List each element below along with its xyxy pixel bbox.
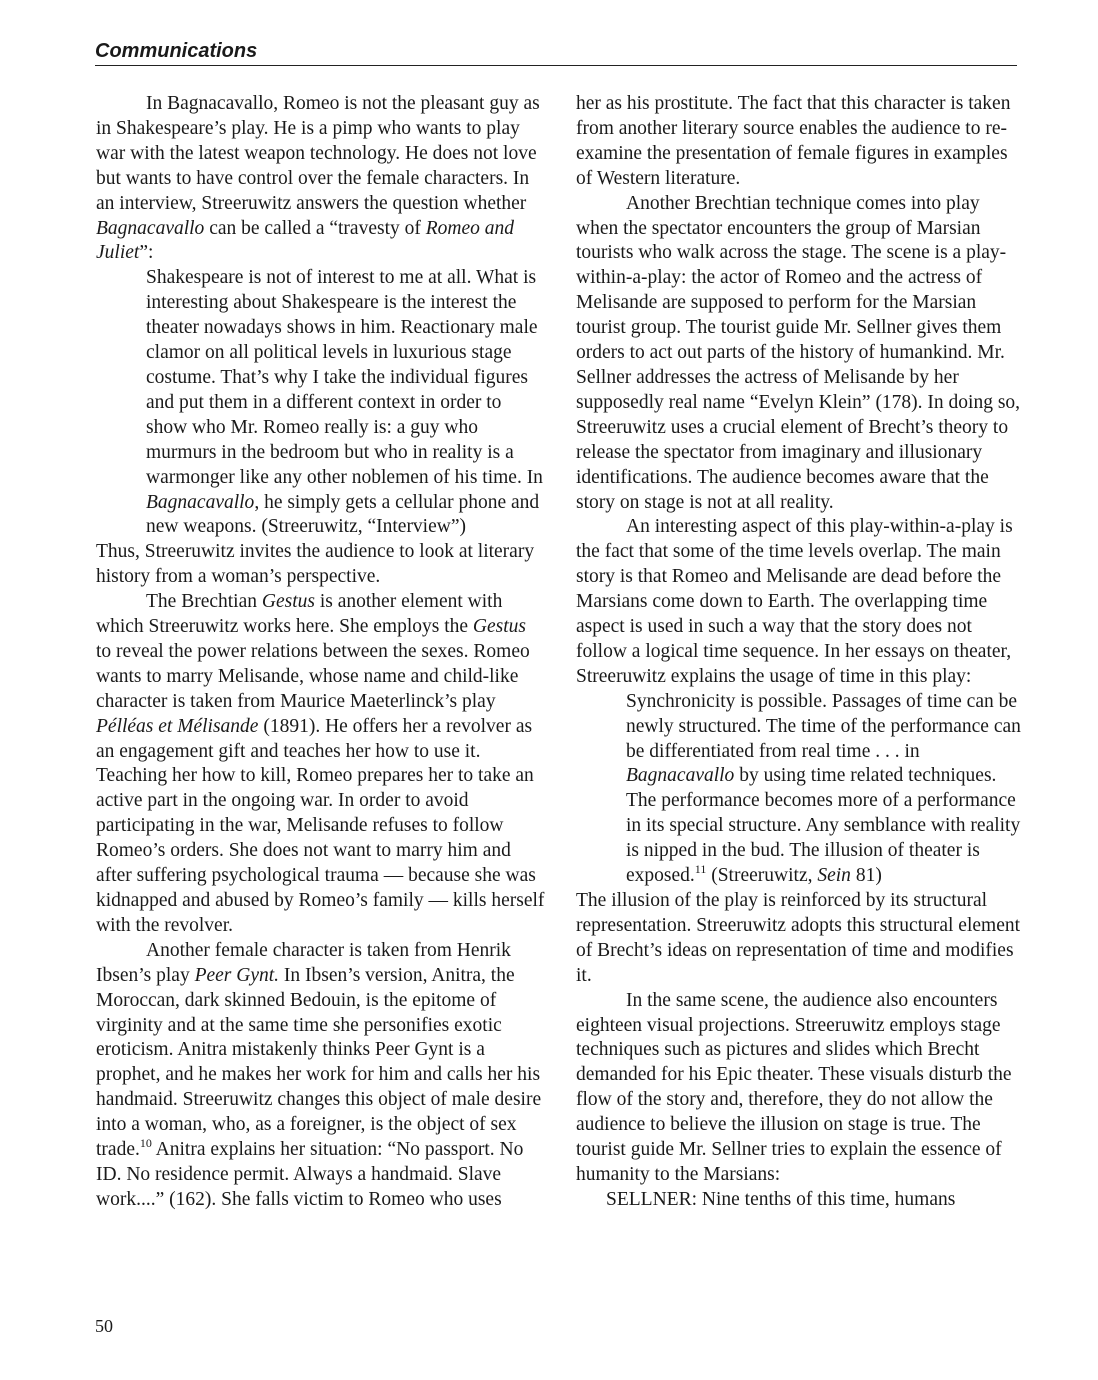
paragraph: The Brechtian Gestus is another element with which Streeruwitz works here. She employs the Gestus to reveal the power relations between the sexes. Romeo wants to marry Melisande, whose name and child-like character is taken from Maurice Maeterlinck’s play Pélléas et Mélisande (1891). He offers her a revolver as an engagement gift and teaches her how to use it. Teaching her how to kill, Romeo prepares her to take an active part in the ongoing war. In order to avoid participating in the war, Melisande refuses to follow Romeo’s orders. She does not want to marry him and after suffering psychological trauma — because she was kidnapped and abused by Romeo’s family — kills herself with the revolver.: [96, 591, 545, 936]
running-header: [95, 40, 1017, 66]
paragraph: Another female character is taken from Henrik Ibsen’s play Peer Gynt. In Ibsen’s version, Anitra, the Moroccan, dark skinned Bedouin, is the epitome of virginity and at the same time she personifies exotic eroticism. Anitra mistakenly thinks Peer Gynt is a prophet, and he makes her work for him and calls her his handmaid. Streeruwitz changes this object of male desire into a woman, who, as a foreigner, is the object of sex trade.$^{10}$ Anitra explains her situation: “No passport. No ID. No residence permit. Always a handmaid. Slave work....” (162). She falls victim to Romeo who uses: [96, 939, 542, 1210]
footnote-ref: 10: [139, 1136, 152, 1151]
paragraph: In Bagnacavallo, Romeo is not the pleasant guy as in Shakespeare’s play. He is a pimp who wants to play war with the latest weapon technology. He does not love but wants to have control over the female characters. In an interview, Streeruwitz answers the question whether Bagnacavallo can be called a “travesty of Romeo and Juliet”:: [96, 93, 540, 264]
paragraph: An interesting aspect of this play-within-a-play is the fact that some of the time levels overlap. The main story is that Romeo and Melisande are dead before the Marsians come down to Earth. The overlapping time aspect is used in such a way that the story does not follow a logical time sequence. In her essays on theater, Streeruwitz explains the usage of time in this play:: [576, 516, 1013, 687]
paragraph: SELLNER: Nine tenths of this time, humans: [606, 1188, 956, 1210]
left-column: [96, 92, 546, 1213]
block-quote: Synchronicity is possible. Passages of time can be newly structured. The time of the performance can be differentiated from real time . . . in Bagnacavallo by using time related techniques. The performance becomes more of a performance in its special structure. Any semblance with reality is nipped in the bud. The illusion of theater is exposed.$^{11}$ (Streeruwitz, Sein 81): [626, 690, 1021, 887]
paragraph: her as his prostitute. The fact that this character is taken from another literary source enables the audience to re-examine the presentation of female figures in examples of Western literature.: [576, 93, 1011, 189]
paragraph: The illusion of the play is reinforced by its structural representation. Streeruwitz adopts this structural element of Brecht’s ideas on representation of time and modifies it.: [576, 890, 1021, 986]
page-number: 50: [95, 1316, 113, 1336]
footnote-ref: 11: [694, 862, 707, 877]
paragraph: Another Brechtian technique comes into play when the spectator encounters the group of Marsian tourists who walk across the stage. The scene is a play-within-a-play: the actor of Romeo and the actress of Melisande are supposed to perform for the Marsian tourist group. The tourist guide Mr. Sellner gives them orders to act out parts of the history of humankind. Mr. Sellner addresses the actress of Melisande by her supposedly real name “Evelyn Klein” (178). In doing so, Streeruwitz uses a crucial element of Brecht’s theory to release the spectator from imaginary and illusionary identifications. The audience becomes aware that the story on stage is not at all reality.: [576, 192, 1021, 513]
running-title: Communications: [95, 40, 258, 62]
paragraph: In the same scene, the audience also encounters eighteen visual projections. Streeruwitz employs stage techniques such as pictures and slides which Brecht demanded for his Epic theater. These visuals disturb the flow of the story and, therefore, they do not allow the audience to believe the illusion on stage is true. The tourist guide Mr. Sellner tries to explain the essence of humanity to the Marsians:: [576, 989, 1012, 1185]
block-quote: Shakespeare is not of interest to me at all. What is interesting about Shakespeare is the interest the theater nowadays shows in him. Reactionary male clamor on all political levels in luxurious stage costume. That’s why I take the individual figures and put them in a different context in order to show who Mr. Romeo really is: a guy who murmurs in the bedroom but who in reality is a warmonger like any other noblemen of his time. In Bagnacavallo, he simply gets a cellular phone and new weapons. (Streeruwitz, “Interview”): [146, 267, 543, 538]
paragraph: Thus, Streeruwitz invites the audience to look at literary history from a woman’s perspective.: [96, 541, 535, 588]
right-column: [576, 92, 1021, 1213]
